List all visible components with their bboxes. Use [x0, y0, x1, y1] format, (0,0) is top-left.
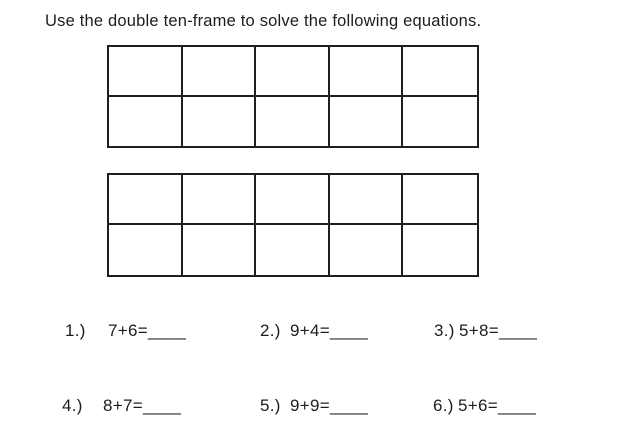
ten-frame-cell[interactable] [330, 97, 404, 147]
equation-1-answer-blank[interactable]: ____ [147, 321, 186, 340]
ten-frame-cell[interactable] [109, 225, 183, 275]
ten-frame-top [107, 45, 479, 148]
ten-frame-cell[interactable] [109, 175, 183, 225]
ten-frame-cell[interactable] [403, 47, 477, 97]
equation-6-answer-blank[interactable]: ____ [497, 396, 536, 415]
ten-frame-cell[interactable] [256, 175, 330, 225]
equation-5-answer-blank[interactable]: ____ [329, 396, 368, 415]
ten-frame-cell[interactable] [256, 225, 330, 275]
ten-frame-cell[interactable] [183, 97, 257, 147]
equation-2-number: 2.) [260, 321, 281, 340]
equation-2 [260, 320, 368, 341]
equation-4-expression: 8+7= [103, 396, 143, 415]
ten-frame-cell[interactable] [403, 97, 477, 147]
equation-3-expression: 5+8= [459, 321, 499, 340]
equation-3-number: 3.) [434, 321, 455, 340]
equation-5 [260, 395, 368, 416]
ten-frame-cell[interactable] [330, 47, 404, 97]
ten-frame-cell[interactable] [109, 97, 183, 147]
equation-2-expression: 9+4= [290, 321, 330, 340]
ten-frame-cell[interactable] [330, 225, 404, 275]
ten-frame-cell[interactable] [256, 97, 330, 147]
equation-4-number: 4.) [62, 396, 83, 415]
equation-5-expression: 9+9= [290, 396, 330, 415]
equation-1 [65, 320, 186, 341]
ten-frame-cell[interactable] [183, 225, 257, 275]
ten-frame-cell[interactable] [403, 175, 477, 225]
ten-frame-cell[interactable] [183, 175, 257, 225]
ten-frame-cell[interactable] [330, 175, 404, 225]
equation-1-expression: 7+6= [108, 321, 148, 340]
equation-3-answer-blank[interactable]: ____ [498, 321, 537, 340]
equation-4-answer-blank[interactable]: ____ [142, 396, 181, 415]
equation-5-number: 5.) [260, 396, 281, 415]
equation-6-expression: 5+6= [458, 396, 498, 415]
ten-frame-cell[interactable] [403, 225, 477, 275]
equation-3 [434, 320, 537, 341]
ten-frame-cell[interactable] [109, 47, 183, 97]
equation-1-number: 1.) [65, 321, 86, 340]
worksheet-title: Use the double ten-frame to solve the following equations. [45, 12, 482, 30]
ten-frame-cell[interactable] [256, 47, 330, 97]
ten-frame-cell[interactable] [183, 47, 257, 97]
equation-6 [433, 395, 536, 416]
equation-6-number: 6.) [433, 396, 454, 415]
ten-frame-bottom [107, 173, 479, 277]
equation-4 [62, 395, 181, 416]
equation-2-answer-blank[interactable]: ____ [329, 321, 368, 340]
